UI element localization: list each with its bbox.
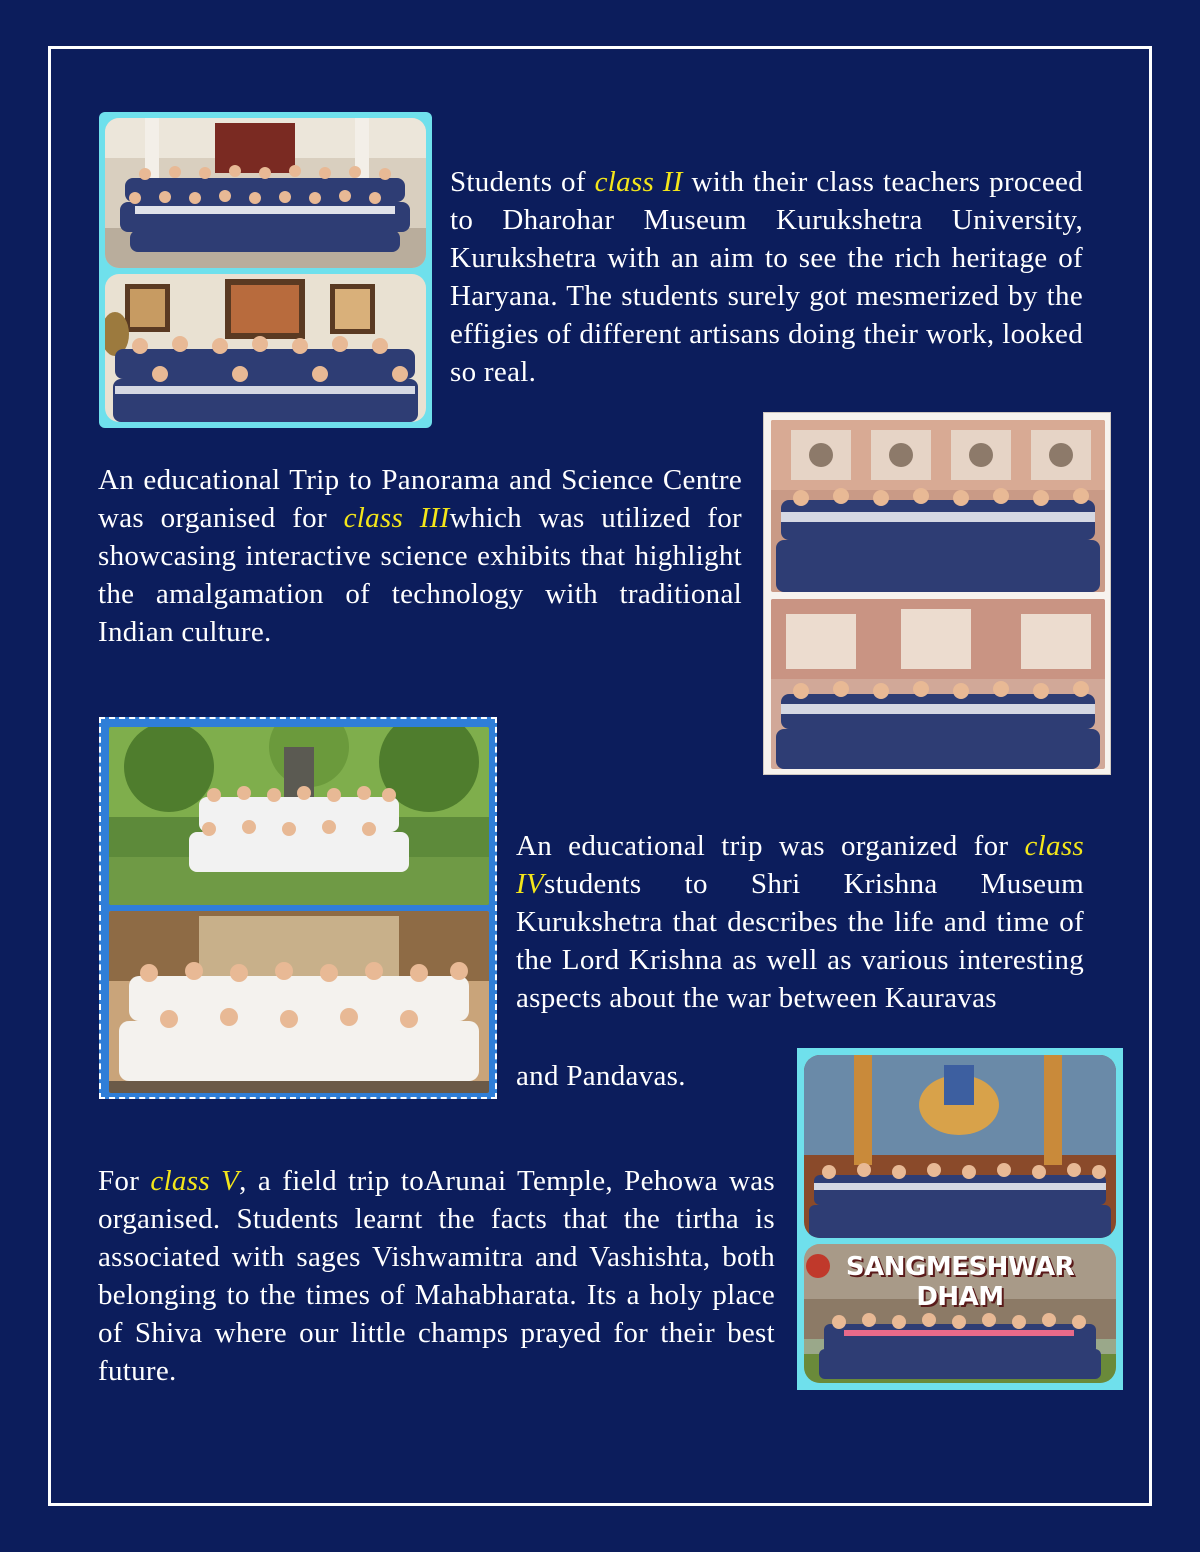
class-ii-trip-description <box>450 163 1083 391</box>
class-iv-group-photo-museum <box>109 911 489 1093</box>
class-v-highlight: class V <box>150 1165 240 1197</box>
class-iv-text-after: students to Shri Krishna Museum Kurukshetra that describes the life and time of the Lord Krishna as well as various interesting aspects about the war between Kauravas <box>516 868 1084 1014</box>
class-ii-group-photo-gallery <box>105 274 426 422</box>
class-v-group-photo-sangmeshwar-dham <box>804 1244 1116 1383</box>
class-iv-group-photo-park <box>109 727 489 905</box>
class-v-group-photo-temple-stage <box>804 1055 1116 1238</box>
class-v-trip-description <box>98 1162 775 1390</box>
class-iii-highlight: class III <box>343 502 450 534</box>
class-iii-group-photo-science-centre-1 <box>771 420 1105 592</box>
class-ii-group-photo-steps <box>105 118 426 268</box>
class-v-text-after: , a field trip toArunai Temple, Pehowa was organised. Students learnt the facts that the tirtha is associated with sages Vishwamitra and Vashishta, both belonging to the times of Mahabharata. Its a holy place of Shiva where our little champs prayed for their best future. <box>98 1165 775 1387</box>
class-iii-text-after: which was utilized for showcasing interactive science exhibits that highlight the amalgamation of technology with traditional Indian culture. <box>98 502 743 648</box>
class-iv-trip-description <box>516 827 1084 1017</box>
class-iv-trip-description-tail <box>516 1057 776 1095</box>
class-ii-text-after: with their class teachers proceed to Dharohar Museum Kurukshetra University, Kurukshetra with an aim to see the rich heritage of Haryana. The students surely got mesmerized by the effigies of different artisans doing their work, looked so real. <box>450 166 1084 388</box>
class-iv-highlight: class IV <box>516 830 1084 900</box>
class-iv-text-tail: and Pandavas. <box>516 1060 686 1092</box>
class-v-photo-collage <box>797 1048 1123 1390</box>
class-ii-photo-collage <box>99 112 432 428</box>
class-iii-photo-collage <box>763 412 1111 775</box>
class-iii-group-photo-science-centre-2 <box>771 599 1105 769</box>
class-ii-text-before: Students of <box>450 166 595 198</box>
class-ii-highlight: class II <box>594 166 683 198</box>
class-iv-photo-collage <box>99 717 497 1099</box>
sangmeshwar-dham-sign: SANGMESHWAR DHAM <box>845 1252 1075 1312</box>
class-iii-text-before: An educational Trip to Panorama and Science Centre was organised for <box>98 464 742 534</box>
class-v-text-before: For <box>98 1165 151 1197</box>
class-iii-trip-description <box>98 461 742 651</box>
class-iv-text-before: An educational trip was organized for <box>516 830 1025 862</box>
